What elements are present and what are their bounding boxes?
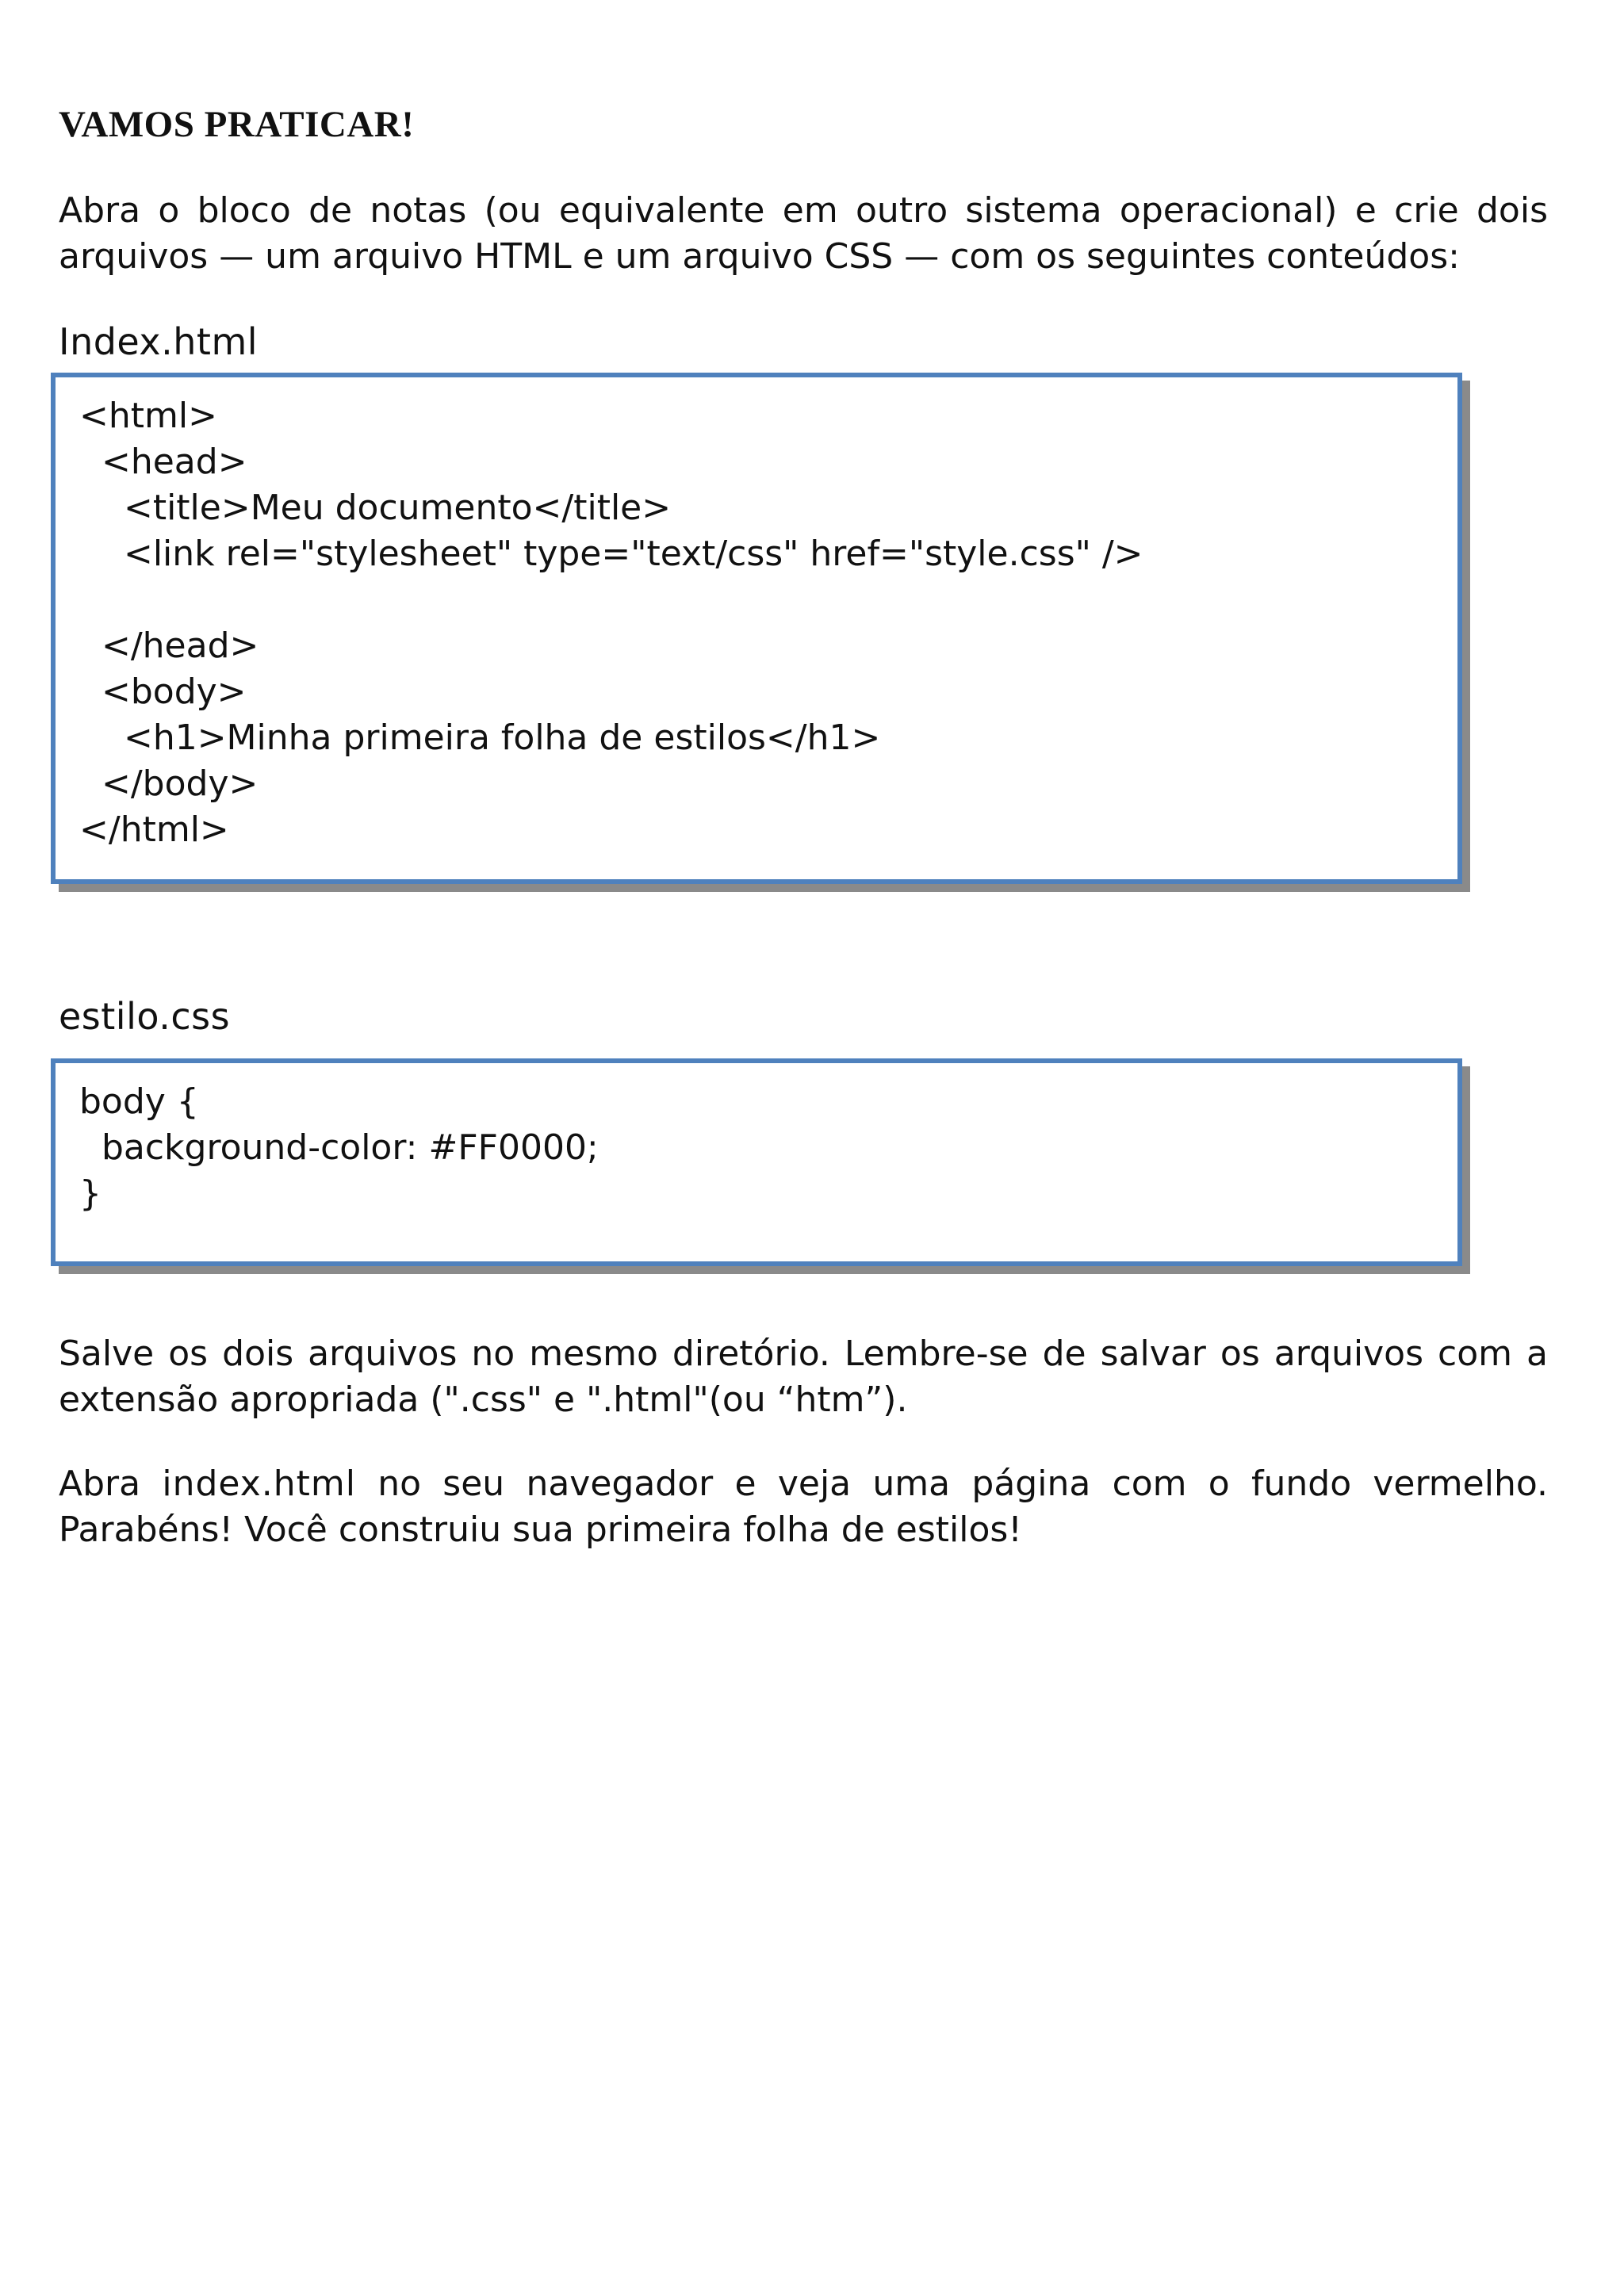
css-file-label: estilo.css — [59, 995, 231, 1038]
css-code-line: body { — [79, 1081, 199, 1122]
html-code-line: </head> — [79, 626, 259, 666]
css-code-line: background-color: #FF0000; — [79, 1127, 599, 1168]
css-code-box — [51, 1058, 1462, 1266]
intro-paragraph — [59, 188, 1548, 280]
html-file-label: Index.html — [59, 320, 259, 363]
html-code-line: </body> — [79, 763, 259, 804]
css-code-line: } — [79, 1173, 102, 1214]
index-filename: index.html — [162, 1464, 356, 1504]
html-code-line: <html> — [79, 396, 217, 436]
save-line-1: Salve os dois arquivos no mesmo diretório. Lembre-se de salvar os arquivos com a — [59, 1334, 1548, 1374]
intro-line-2: arquivos — um arquivo HTML e um arquivo CSS — com os seguintes conteúdos: — [59, 236, 1460, 277]
page-heading: VAMOS PRATICAR! — [59, 104, 415, 145]
open-line-1 — [59, 1461, 1548, 1507]
html-code-box — [51, 373, 1462, 884]
open-paragraph — [59, 1461, 1548, 1553]
html-code-line: <title>Meu documento</title> — [79, 488, 672, 528]
html-code-line: </html> — [79, 809, 229, 850]
open-text-start: Abra — [59, 1464, 163, 1504]
save-paragraph — [59, 1331, 1548, 1423]
intro-line-1: Abra o bloco de notas (ou equivalente em outro sistema operacional) e crie dois — [59, 190, 1548, 231]
html-code-line: <body> — [79, 672, 247, 712]
html-code-line: <head> — [79, 442, 247, 482]
open-text-end: no seu navegador e veja uma página com o fundo vermelho. — [355, 1464, 1548, 1504]
open-line-2: Parabéns! Você construiu sua primeira folha de estilos! — [59, 1510, 1022, 1550]
html-code-line: <link rel="stylesheet" type="text/css" href="style.css" /> — [79, 534, 1143, 574]
save-line-2: extensão apropriada (".css" e ".html"(ou “htm”). — [59, 1380, 908, 1420]
html-code-line: <h1>Minha primeira folha de estilos</h1> — [79, 718, 881, 758]
